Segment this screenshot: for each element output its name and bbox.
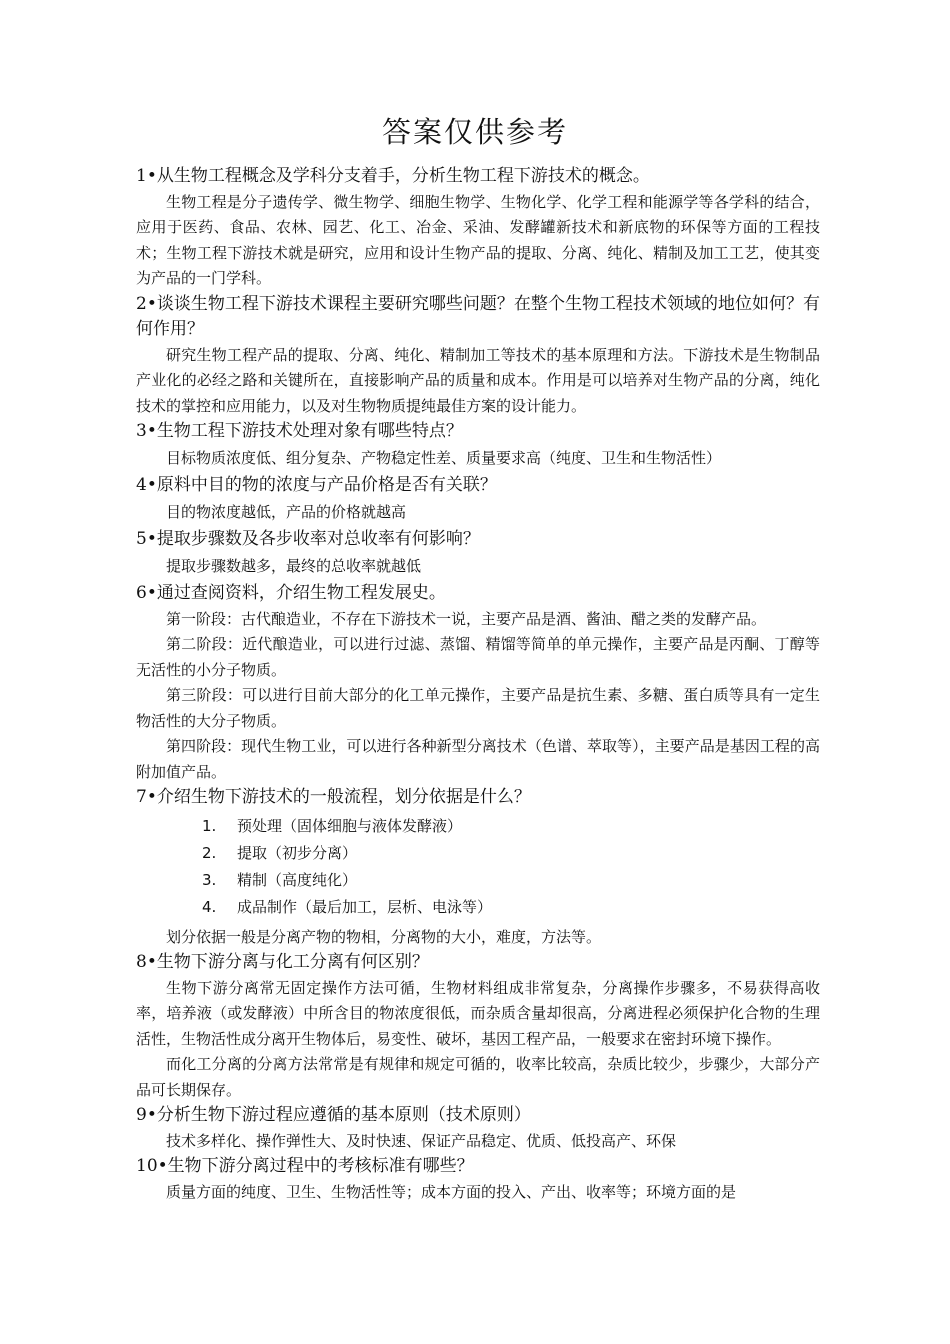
question-2: 2•谈谈生物工程下游技术课程主要研究哪些问题？在整个生物工程技术领域的地位如何？有何作用？ bbox=[136, 293, 820, 339]
list-item bbox=[136, 813, 820, 840]
answer-5: 提取步骤数越多，最终的总收率就越低 bbox=[166, 556, 422, 575]
step-text: 预处理（固体细胞与液体发酵液） bbox=[237, 816, 463, 835]
question-7: 7•介绍生物下游技术的一般流程，划分依据是什么？ bbox=[136, 787, 531, 807]
step-text: 精制（高度纯化） bbox=[237, 870, 358, 889]
qa-section-2 bbox=[136, 292, 820, 420]
answer-3: 目标物质浓度低、组分复杂、产物稳定性差、质量要求高（纯度、卫生和生物活性） bbox=[166, 448, 722, 467]
answer-4: 目的物浓度越低，产品的价格就越高 bbox=[166, 502, 407, 521]
answer-10: 质量方面的纯度、卫生、生物活性等；成本方面的投入、产出、收率等；环境方面的是 bbox=[166, 1182, 737, 1201]
list-item bbox=[136, 867, 820, 894]
qa-section-7 bbox=[136, 785, 820, 950]
answer-8-bio: 生物下游分离常无固定操作方法可循，生物材料组成非常复杂，分离操作步骤多，不易获得高收率，培养液（或发酵液）中所含目的物浓度很低，而杂质含量却很高，分离进程必须保护化合物的生理活性，生物活性成分离开生物体后，易变性、破坏，基因工程产品，一般要求在密封环境下操作。 bbox=[136, 978, 820, 1048]
question-3: 3•生物工程下游技术处理对象有哪些特点？ bbox=[136, 421, 463, 441]
page-title: 答案仅供参考 bbox=[381, 115, 568, 149]
question-9: 9•分析生物下游过程应遵循的基本原则（技术原则） bbox=[136, 1105, 531, 1125]
answer-6-stage-1: 第一阶段：古代酿造业，不存在下游技术一说，主要产品是酒、酱油、醋之类的发酵产品。 bbox=[166, 609, 767, 628]
process-steps-list bbox=[136, 813, 820, 921]
answer-9: 技术多样化、操作弹性大、及时快速、保证产品稳定、优质、低投高产、环保 bbox=[166, 1131, 677, 1150]
answer-8-chem: 而化工分离的分离方法常常是有规律和规定可循的，收率比较高，杂质比较少，步骤少，大部分产品可长期保存。 bbox=[136, 1055, 820, 1099]
qa-section-9 bbox=[136, 1103, 820, 1154]
qa-section-4 bbox=[136, 473, 820, 525]
qa-section-10 bbox=[136, 1154, 820, 1205]
step-number: 4. bbox=[202, 897, 217, 916]
question-1: 1•从生物工程概念及学科分支着手，分析生物工程下游技术的概念。 bbox=[136, 166, 650, 186]
answer-2: 研究生物工程产品的提取、分离、纯化、精制加工等技术的基本原理和方法。下游技术是生物制品产业化的必经之路和关键所在，直接影响产品的质量和成本。作用是可以培养对生物产品的分离，纯化技术的掌控和应用能力，以及对生物物质提纯最佳方案的设计能力。 bbox=[136, 345, 820, 415]
answer-6-stage-2: 第二阶段：近代酿造业，可以进行过滤、蒸馏、精馏等简单的单元操作，主要产品是丙酮、丁醇等无活性的小分子物质。 bbox=[136, 635, 820, 679]
qa-section-8 bbox=[136, 950, 820, 1103]
answer-6-stage-4: 第四阶段：现代生物工业，可以进行各种新型分离技术（色谱、萃取等），主要产品是基因工程的高附加值产品。 bbox=[136, 737, 820, 781]
qa-section-5 bbox=[136, 527, 820, 579]
step-number: 2. bbox=[202, 843, 217, 862]
answer-6-stage-3: 第三阶段：可以进行目前大部分的化工单元操作，主要产品是抗生素、多糖、蛋白质等具有一定生物活性的大分子物质。 bbox=[136, 686, 820, 730]
step-number: 3. bbox=[202, 870, 217, 889]
qa-section-3 bbox=[136, 419, 820, 471]
question-4: 4•原料中目的物的浓度与产品价格是否有关联？ bbox=[136, 475, 497, 495]
qa-content bbox=[136, 164, 820, 1205]
list-item bbox=[136, 840, 820, 867]
question-8: 8•生物下游分离与化工分离有何区别？ bbox=[136, 952, 429, 972]
question-5: 5•提取步骤数及各步收率对总收率有何影响？ bbox=[136, 529, 480, 549]
step-number: 1. bbox=[202, 816, 217, 835]
step-text: 提取（初步分离） bbox=[237, 843, 358, 862]
answer-7: 划分依据一般是分离产物的物相，分离物的大小，难度，方法等。 bbox=[166, 927, 602, 946]
answer-1: 生物工程是分子遗传学、微生物学、细胞生物学、生物化学、化学工程和能源学等各学科的结合，应用于医药、食品、农林、园艺、化工、冶金、采油、发酵罐新技术和新底物的环保等方面的工程技术；生物工程下游技术就是研究，应用和设计生物产品的提取、分离、纯化、精制及加工工艺，使其变为产品的一门学科。 bbox=[136, 192, 820, 287]
qa-section-1 bbox=[136, 164, 820, 292]
qa-section-6 bbox=[136, 581, 820, 785]
question-10: 10•生物下游分离过程中的考核标准有哪些？ bbox=[136, 1156, 474, 1176]
question-6: 6•通过查阅资料，介绍生物工程发展史。 bbox=[136, 583, 446, 603]
list-item bbox=[136, 894, 820, 921]
step-text: 成品制作（最后加工，层析、电泳等） bbox=[237, 897, 493, 916]
